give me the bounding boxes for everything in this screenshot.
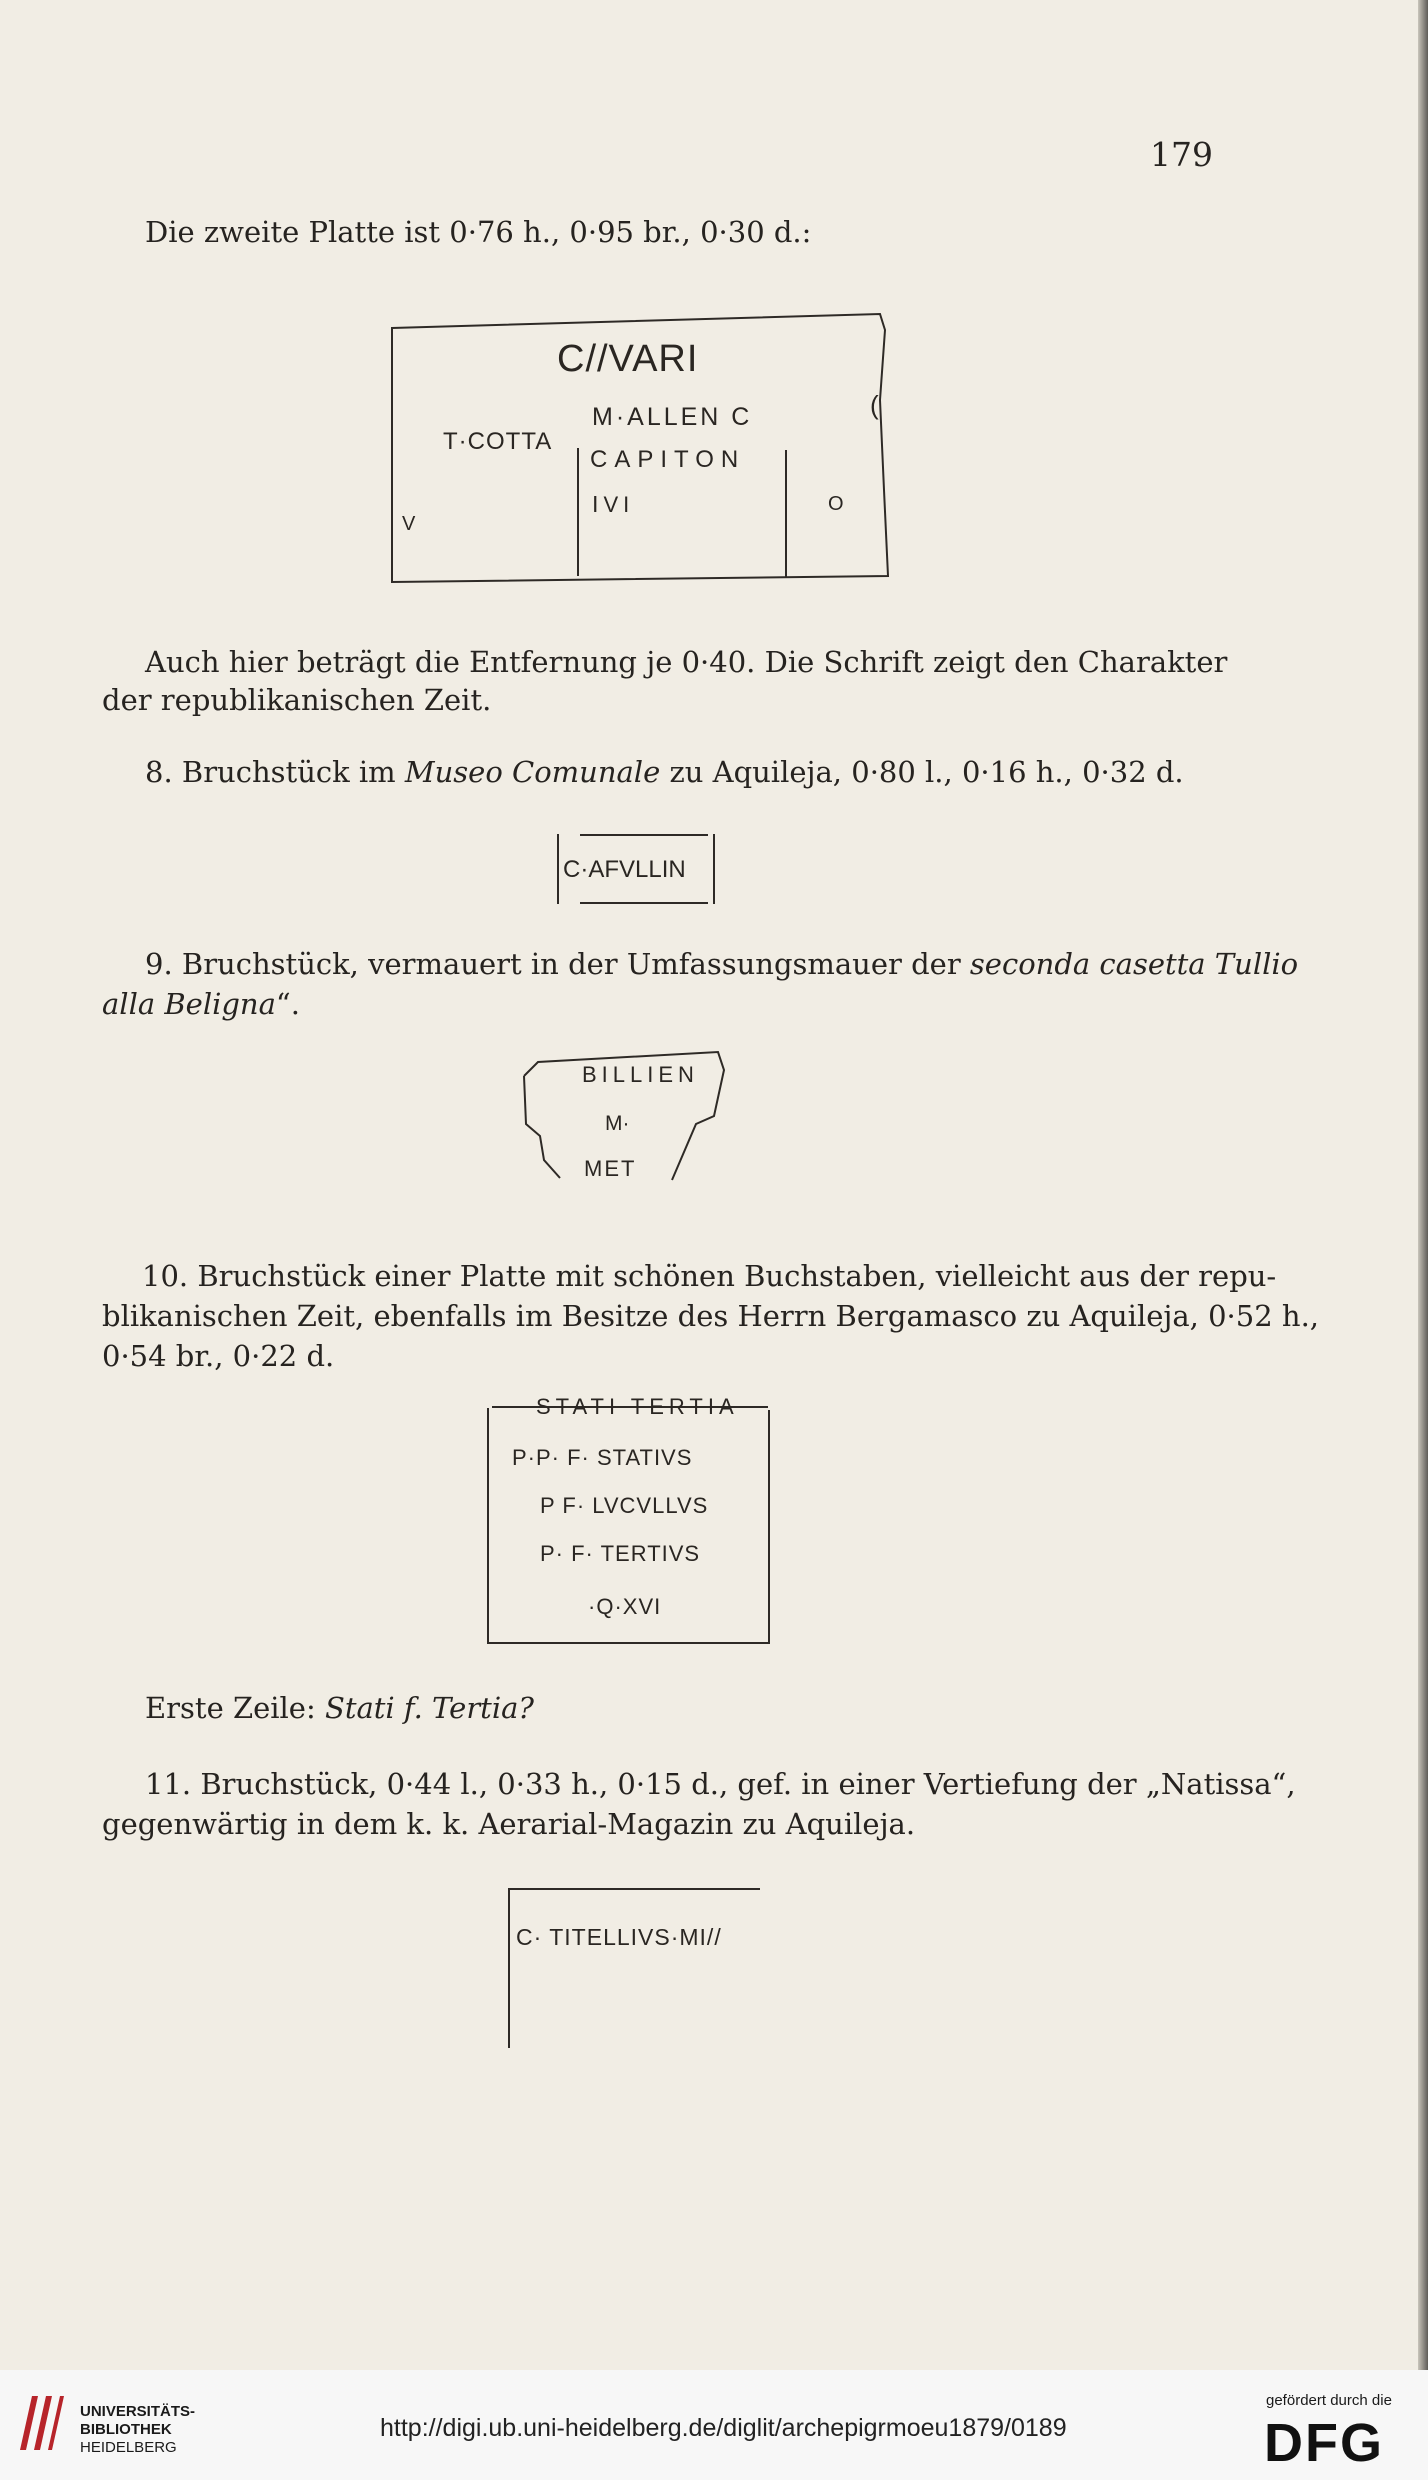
inscription-4-line-4: ·Q·XVI xyxy=(588,1594,662,1619)
inscription-4-line-1: P·P· F· STATIVS xyxy=(512,1445,693,1470)
inscription-4-left-edge xyxy=(487,1408,489,1644)
page-number: 179 xyxy=(1150,135,1213,174)
inscription-4-cut-line xyxy=(492,1394,768,1421)
inscription-1-mid-3: ⅠVI xyxy=(592,492,635,517)
item-9-line-1: 9. Bruchstück, vermauert in der Umfassungsmauer der seconda casetta Tullio xyxy=(145,947,1299,981)
funded-by-label: gefördert durch die xyxy=(1266,2392,1392,2409)
inscription-1-top: C//VARI xyxy=(557,338,699,380)
first-line-note: Erste Zeile: Stati f. Tertia? xyxy=(145,1691,534,1725)
item-11-line-1: 11. Bruchstück, 0·44 l., 0·33 h., 0·15 d., gef. in einer Vertiefung der „Natissa“, xyxy=(145,1767,1296,1801)
library-name-line-2: BIBLIOTHEK xyxy=(80,2421,172,2438)
paragraph-character-2: der republikanischen Zeit. xyxy=(102,683,492,717)
inscription-4-line-0: STATI TERTIA xyxy=(536,1394,739,1419)
footer-bar xyxy=(0,2370,1428,2480)
item-10-line-3: 0·54 br., 0·22 d. xyxy=(102,1339,335,1373)
inscription-4-right-edge xyxy=(768,1410,770,1644)
inscription-4-bottom-edge xyxy=(487,1642,770,1644)
inscription-1-right-mark: O xyxy=(828,493,844,515)
paragraph-character-1: Auch hier beträgt die Entfernung je 0·40. Die Schrift zeigt den Charakter xyxy=(145,645,1228,679)
inscription-3-line-1: BILLIEN xyxy=(582,1062,699,1087)
inscription-5-left-edge xyxy=(508,1888,510,2048)
inscription-1-mid-2: CAPITON xyxy=(590,446,746,473)
item-10-line-1: 10. Bruchstück einer Platte mit schönen Buchstaben, vielleicht aus der repu- xyxy=(142,1259,1277,1293)
page-edge-shadow xyxy=(1418,0,1428,2370)
permalink[interactable]: http://digi.ub.uni-heidelberg.de/diglit/archepigrmoeu1879/0189 xyxy=(380,2414,1067,2442)
library-name-line-3: HEIDELBERG xyxy=(80,2439,177,2456)
inscription-3-line-2: M· xyxy=(605,1112,630,1135)
library-logo-icon xyxy=(16,2392,66,2454)
inscription-1-mid-1: M·ALLEN C xyxy=(592,403,753,431)
inscription-3-outline xyxy=(0,1040,1428,1180)
inscription-3-line-3: MET xyxy=(584,1156,637,1181)
dfg-logo: DFG xyxy=(1264,2413,1384,2473)
inscription-5-text: C· TITELLIVS·MI// xyxy=(516,1924,722,1950)
item-11-line-2: gegenwärtig in dem k. k. Aerarial-Magazin zu Aquileja. xyxy=(102,1807,916,1841)
item-10-line-2: blikanischen Zeit, ebenfalls im Besitze des Herrn Bergamasco zu Aquileja, 0·52 h., xyxy=(102,1299,1320,1333)
inscription-4-line-2: P F· LVCVLLVS xyxy=(540,1493,709,1518)
inscription-1-edge-mark: ( xyxy=(870,390,879,420)
item-8: 8. Bruchstück im Museo Comunale zu Aquileja, 0·80 l., 0·16 h., 0·32 d. xyxy=(145,755,1184,789)
library-name-line-1: UNIVERSITÄTS- xyxy=(80,2403,196,2420)
inscription-5-top-edge xyxy=(508,1888,760,1890)
inscription-1-left-mark: V xyxy=(402,513,416,535)
item-9-line-2: alla Beligna“. xyxy=(102,987,300,1021)
inscription-2-text: C·AFVLLIN xyxy=(563,856,686,883)
inscription-2-top-edge xyxy=(580,834,708,836)
inscription-2-bottom-edge xyxy=(580,902,708,904)
inscription-4-line-3: P· F· TERTIVS xyxy=(540,1541,701,1566)
intro-paragraph: Die zweite Platte ist 0·76 h., 0·95 br., 0·30 d.: xyxy=(145,215,812,249)
inscription-1-left-name: T·COTTA xyxy=(443,428,553,455)
